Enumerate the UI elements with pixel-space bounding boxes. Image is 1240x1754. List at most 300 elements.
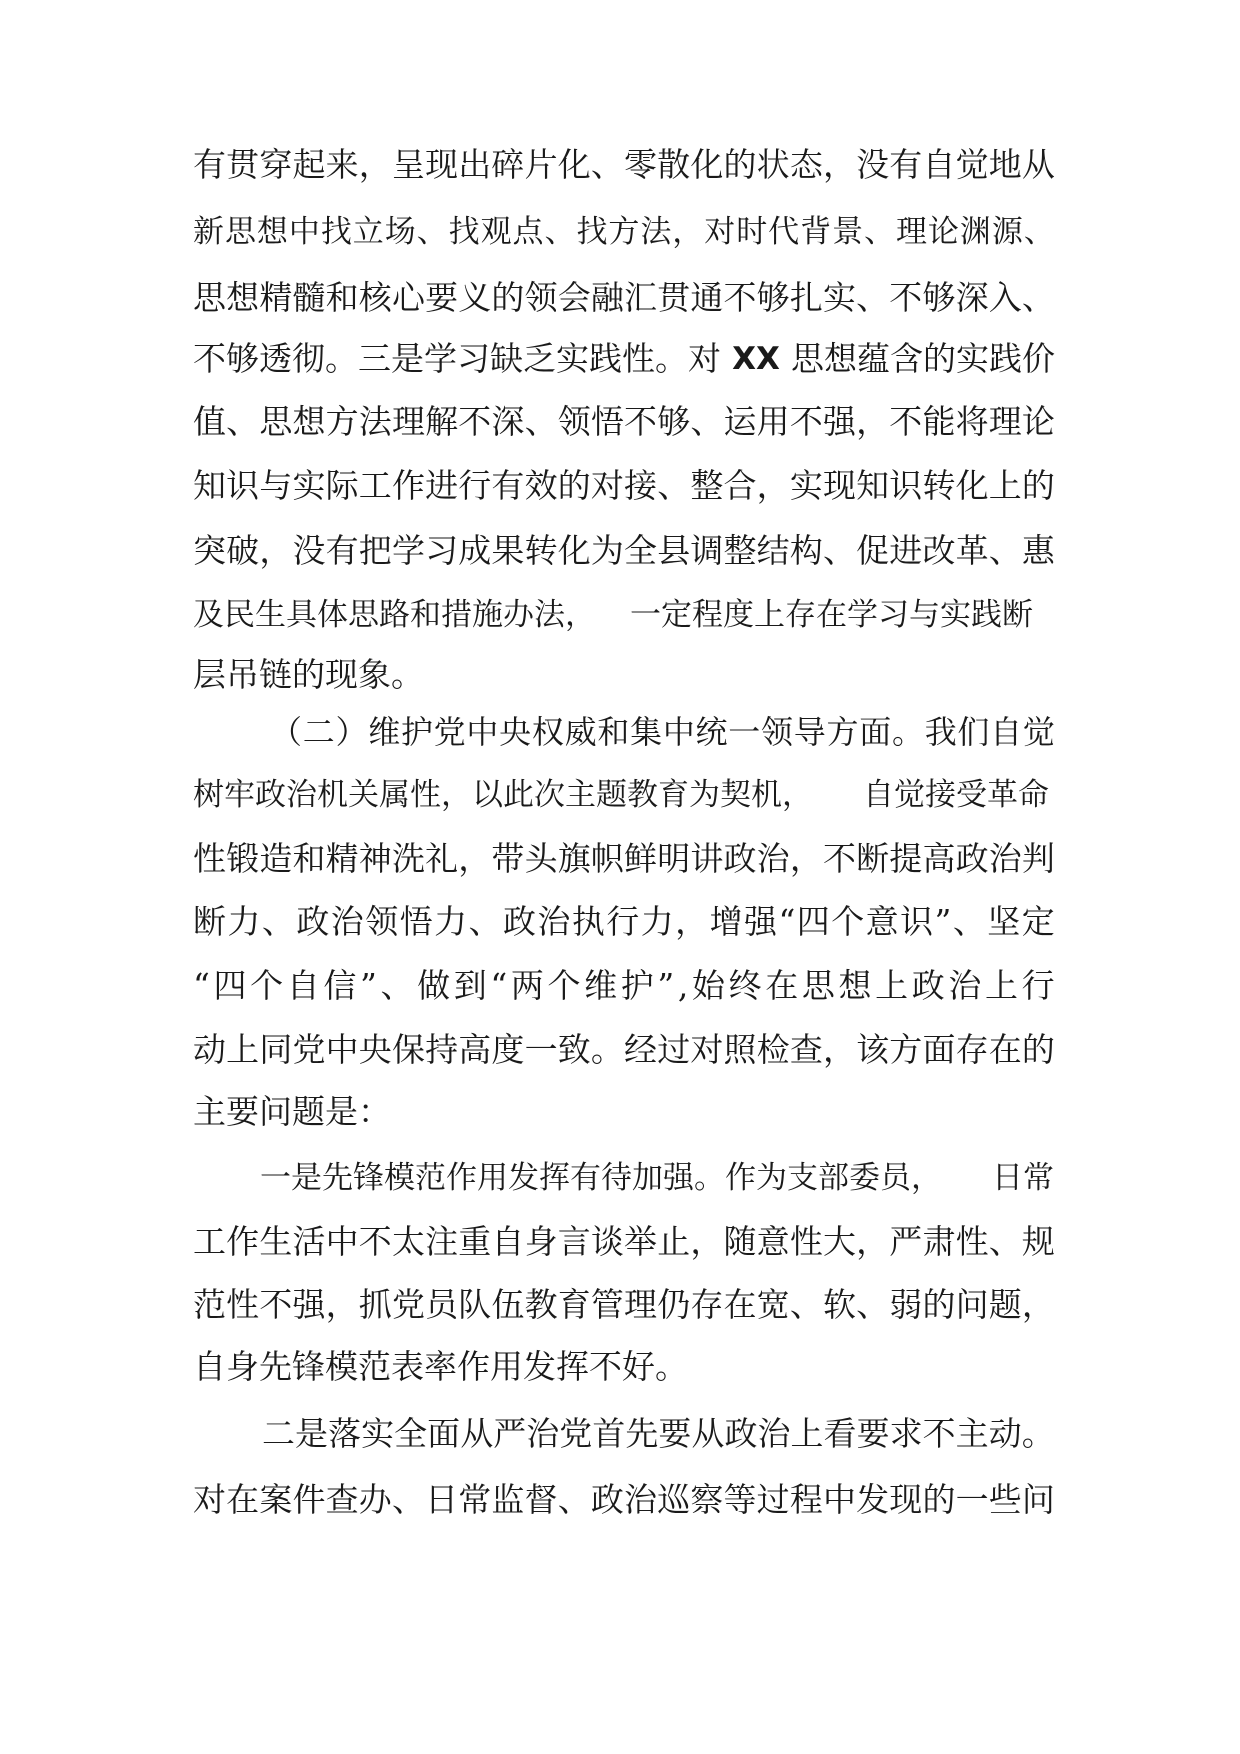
glyph: 、 — [468, 902, 502, 941]
glyph: 、 — [391, 1480, 425, 1519]
glyph: 随 — [723, 1222, 757, 1261]
glyph: 治 — [330, 902, 364, 941]
glyph: 巡 — [657, 1480, 691, 1519]
glyph: 理 — [391, 402, 425, 441]
glyph: 发 — [856, 1480, 890, 1519]
glyph: 方 — [889, 1030, 923, 1069]
glyph: 不 — [624, 402, 658, 441]
glyph: 论 — [927, 214, 959, 250]
body-line-6 — [193, 454, 1055, 518]
glyph: 对 — [590, 466, 624, 505]
glyph: 有 — [325, 531, 359, 570]
glyph: 的 — [723, 145, 757, 184]
glyph: 止 — [657, 1222, 691, 1261]
glyph: 果 — [491, 531, 525, 570]
glyph: 监 — [491, 1480, 525, 1519]
glyph: 论 — [1021, 402, 1055, 441]
glyph: 弱 — [889, 1285, 923, 1324]
glyph: 精 — [259, 278, 293, 317]
glyph: 队 — [458, 1285, 492, 1324]
glyph: 惠 — [1021, 531, 1055, 570]
glyph: ” — [934, 902, 952, 941]
glyph: 起 — [292, 145, 326, 184]
glyph: 知 — [856, 466, 890, 505]
glyph: 四 — [796, 902, 830, 941]
glyph: 改 — [922, 531, 956, 570]
glyph: 、 — [416, 214, 448, 250]
glyph: 面 — [427, 1414, 461, 1453]
glyph: 、 — [822, 531, 856, 570]
glyph: 整 — [690, 466, 724, 505]
glyph: 神 — [358, 839, 392, 878]
glyph: 立 — [352, 214, 384, 250]
glyph: 的 — [1021, 1030, 1055, 1069]
glyph: 领 — [557, 402, 591, 441]
glyph: 治 — [948, 966, 982, 1005]
glyph: 治 — [624, 1480, 658, 1519]
glyph: 碎 — [491, 145, 525, 184]
glyph: 值 — [193, 402, 226, 441]
body-line-8 — [193, 583, 1055, 647]
glyph: 觉 — [955, 145, 989, 184]
glyph: 散 — [657, 145, 691, 184]
glyph: 明 — [657, 839, 691, 878]
glyph: 要 — [425, 278, 459, 317]
glyph: 、 — [864, 214, 896, 250]
glyph: 查 — [789, 1030, 823, 1069]
glyph: 持 — [425, 1030, 459, 1069]
glyph: 存 — [955, 1030, 989, 1069]
glyph: 个 — [831, 902, 865, 941]
glyph: 二 — [262, 1414, 295, 1453]
glyph: 行 — [1021, 966, 1055, 1005]
glyph: 义 — [458, 278, 492, 317]
glyph: 想 — [292, 402, 326, 441]
glyph: 、 — [856, 1285, 890, 1324]
glyph: 力 — [227, 902, 261, 941]
glyph: , — [677, 966, 689, 1005]
glyph: 过 — [756, 1480, 790, 1519]
glyph: 举 — [624, 1222, 658, 1261]
glyph: 题 — [988, 1285, 1022, 1324]
glyph: 注 — [425, 1222, 459, 1261]
glyph: 问 — [1021, 1480, 1055, 1519]
glyph: 破 — [226, 531, 260, 570]
glyph: 理 — [895, 214, 927, 250]
glyph: ， — [856, 402, 890, 441]
glyph: 的 — [491, 278, 525, 317]
body-line-19 — [193, 1273, 1055, 1337]
glyph: 力 — [640, 902, 674, 941]
body-line-20 — [193, 1335, 1055, 1399]
glyph: 政 — [955, 839, 989, 878]
glyph: 领 — [524, 278, 558, 317]
glyph: 从 — [1021, 145, 1055, 184]
glyph: ， — [259, 531, 293, 570]
glyph: 政 — [911, 966, 945, 1005]
glyph: ” — [657, 966, 675, 1005]
glyph: 中 — [662, 713, 695, 751]
glyph: 现 — [822, 466, 856, 505]
glyph: 习 — [425, 531, 459, 570]
glyph: 软 — [822, 1285, 856, 1324]
glyph: 精 — [325, 839, 359, 878]
glyph: 党 — [559, 1414, 593, 1453]
glyph: 代 — [768, 214, 800, 250]
glyph: 现 — [425, 145, 459, 184]
glyph: 观 — [480, 214, 512, 250]
glyph: 呈 — [391, 145, 425, 184]
glyph: 够 — [922, 278, 956, 317]
glyph: 不 — [358, 1222, 392, 1261]
glyph: 时 — [736, 214, 768, 250]
glyph: 片 — [524, 145, 558, 184]
glyph: ， — [822, 145, 856, 184]
glyph: 态 — [789, 145, 823, 184]
glyph: 身 — [524, 1222, 558, 1261]
glyph: 个 — [547, 966, 581, 1005]
glyph: 力 — [434, 902, 468, 941]
glyph: 对 — [704, 214, 736, 250]
glyph: 规 — [1021, 1222, 1055, 1261]
glyph: 治 — [757, 1414, 791, 1453]
glyph: 化 — [557, 531, 591, 570]
glyph: 断 — [856, 839, 890, 878]
glyph: 导 — [793, 713, 826, 751]
glyph: 致 — [557, 1030, 591, 1069]
glyph: ， — [789, 839, 823, 878]
glyph: 常 — [458, 1480, 492, 1519]
glyph: 和 — [292, 839, 326, 878]
line-text: 一定程度上存在学习与实践断 — [630, 597, 1033, 633]
glyph: 我 — [924, 713, 957, 751]
glyph: 言 — [557, 1222, 591, 1261]
glyph: 进 — [889, 531, 923, 570]
glyph: 强 — [744, 902, 777, 941]
glyph: 来 — [325, 145, 359, 184]
glyph: 革 — [955, 531, 989, 570]
glyph: 礼 — [425, 839, 459, 878]
glyph: 够 — [657, 402, 691, 441]
glyph: 地 — [988, 145, 1022, 184]
glyph: 与 — [259, 466, 293, 505]
glyph: 强 — [822, 402, 856, 441]
glyph: 员 — [425, 1285, 459, 1324]
glyph: 权 — [531, 713, 564, 751]
glyph: 、 — [544, 214, 576, 250]
line-text: 自身先锋模范表率作用发挥不好。 — [193, 1347, 688, 1386]
glyph: 汇 — [624, 278, 658, 317]
glyph: 政 — [724, 1414, 758, 1453]
glyph: 解 — [425, 402, 459, 441]
glyph: 中 — [325, 1222, 359, 1261]
glyph: 管 — [590, 1285, 624, 1324]
glyph: 实 — [822, 278, 856, 317]
glyph: 没 — [856, 145, 890, 184]
line-text: 层吊链的现象。 — [193, 655, 424, 694]
glyph: 化 — [690, 145, 724, 184]
line-text: 日常 — [992, 1160, 1054, 1196]
glyph: 政 — [502, 902, 536, 941]
body-line-22 — [193, 1468, 1055, 1532]
glyph: 融 — [590, 278, 624, 317]
glyph: 实 — [292, 466, 326, 505]
body-line-13 — [193, 890, 1055, 954]
body-line-5 — [193, 390, 1055, 454]
glyph: 找 — [576, 214, 608, 250]
glyph: 有 — [491, 466, 525, 505]
glyph: 不 — [889, 278, 923, 317]
glyph: 找 — [320, 214, 352, 250]
glyph: 想 — [256, 214, 288, 250]
glyph: 思 — [224, 214, 256, 250]
glyph: 找 — [448, 214, 480, 250]
line-text: 自觉接受革命 — [863, 777, 1049, 813]
glyph: 护 — [620, 966, 654, 1005]
glyph: 、 — [380, 966, 414, 1005]
glyph: 整 — [723, 531, 757, 570]
glyph: 、 — [261, 902, 295, 941]
glyph: 在 — [226, 1480, 260, 1519]
glyph: “ — [778, 902, 796, 941]
glyph: 伍 — [491, 1285, 525, 1324]
glyph: 治 — [537, 902, 571, 941]
glyph: 动 — [193, 1030, 226, 1069]
glyph: 治 — [756, 839, 790, 878]
glyph: 照 — [723, 1030, 757, 1069]
glyph: 性 — [193, 839, 226, 878]
glyph: 强 — [292, 1285, 326, 1324]
glyph: 觉 — [1022, 713, 1055, 751]
glyph: 到 — [453, 966, 487, 1005]
glyph: 思 — [193, 278, 226, 317]
glyph: 领 — [365, 902, 399, 941]
glyph: 转 — [524, 531, 558, 570]
glyph: 扎 — [789, 278, 823, 317]
glyph: 在 — [723, 1285, 757, 1324]
glyph: 落 — [328, 1414, 362, 1453]
glyph: 有 — [193, 145, 226, 184]
glyph: 讲 — [690, 839, 724, 878]
glyph: 县 — [657, 531, 691, 570]
glyph: 上 — [226, 1030, 260, 1069]
glyph: 严 — [493, 1414, 527, 1453]
glyph: 点 — [512, 214, 544, 250]
glyph: 深 — [955, 278, 989, 317]
glyph: 性 — [789, 1222, 823, 1261]
glyph: 过 — [657, 1030, 691, 1069]
glyph: 现 — [889, 1480, 923, 1519]
glyph: 提 — [889, 839, 923, 878]
glyph: 领 — [761, 713, 794, 751]
glyph: 。 — [590, 1030, 624, 1069]
glyph: 件 — [292, 1480, 326, 1519]
glyph: 帜 — [590, 839, 624, 878]
glyph: 育 — [557, 1285, 591, 1324]
glyph: 维 — [368, 713, 401, 751]
glyph: 督 — [524, 1480, 558, 1519]
glyph: 的 — [557, 466, 591, 505]
glyph: 。 — [891, 713, 924, 751]
glyph: ， — [325, 1285, 359, 1324]
glyph: 范 — [193, 1285, 226, 1324]
glyph: 。 — [1021, 1414, 1055, 1453]
glyph: 够 — [756, 278, 790, 317]
glyph: 要 — [658, 1414, 692, 1453]
glyph: 仍 — [657, 1285, 691, 1324]
glyph: 不 — [889, 402, 923, 441]
line-text: 主要问题是： — [193, 1092, 391, 1131]
glyph: 将 — [955, 402, 989, 441]
line-text: 不够透彻。三是学习缺乏实践性。对 — [193, 339, 721, 378]
glyph: 一 — [728, 713, 761, 751]
glyph: 、 — [952, 902, 986, 941]
glyph: 髓 — [292, 278, 326, 317]
glyph: 想 — [838, 966, 872, 1005]
glyph: 从 — [460, 1414, 494, 1453]
glyph: 先 — [625, 1414, 659, 1453]
glyph: 想 — [226, 278, 260, 317]
glyph: 日 — [425, 1480, 459, 1519]
glyph: 是 — [295, 1414, 329, 1453]
glyph: 一 — [955, 1480, 989, 1519]
glyph: 和 — [597, 713, 630, 751]
glyph: 意 — [756, 1222, 790, 1261]
glyph: 不 — [723, 278, 757, 317]
glyph: ， — [756, 466, 790, 505]
glyph: 零 — [624, 145, 658, 184]
glyph: 办 — [358, 1480, 392, 1519]
glyph: 上 — [985, 966, 1018, 1005]
glyph: ， — [856, 1222, 890, 1261]
glyph: 央 — [358, 1030, 392, 1069]
glyph: 核 — [358, 278, 392, 317]
glyph: 景 — [832, 214, 864, 250]
glyph: “ — [490, 966, 508, 1005]
glyph: 际 — [325, 466, 359, 505]
glyph: 自 — [286, 966, 320, 1005]
glyph: 些 — [988, 1480, 1022, 1519]
glyph: 没 — [292, 531, 326, 570]
glyph: 定 — [1021, 902, 1055, 941]
glyph: 促 — [856, 531, 890, 570]
glyph: 出 — [458, 145, 492, 184]
placeholder-xx: XX — [732, 341, 780, 377]
glyph: 用 — [756, 402, 790, 441]
glyph: 识 — [226, 466, 260, 505]
glyph: 法 — [640, 214, 672, 250]
glyph: 突 — [193, 531, 226, 570]
glyph: 首 — [592, 1414, 626, 1453]
glyph: 的 — [922, 1285, 956, 1324]
glyph: 做 — [417, 966, 451, 1005]
glyph: 接 — [624, 466, 658, 505]
glyph: ， — [822, 1030, 856, 1069]
glyph: 成 — [458, 531, 492, 570]
glyph: 一 — [524, 1030, 558, 1069]
glyph: 新 — [193, 214, 224, 250]
glyph: 化 — [955, 466, 989, 505]
glyph: 对 — [193, 1480, 226, 1519]
glyph: 在 — [765, 966, 799, 1005]
glyph: 、 — [226, 402, 260, 441]
glyph: 不 — [789, 402, 823, 441]
body-line-12 — [193, 827, 1055, 891]
glyph: 不 — [259, 1285, 293, 1324]
glyph: 对 — [690, 1030, 724, 1069]
glyph: 太 — [391, 1222, 425, 1261]
glyph: ， — [690, 1222, 724, 1261]
glyph: 法 — [358, 402, 392, 441]
glyph: 作 — [391, 466, 425, 505]
glyph: 断 — [193, 902, 226, 941]
glyph: 为 — [590, 531, 624, 570]
glyph: 坚 — [987, 902, 1021, 941]
glyph: 案 — [259, 1480, 293, 1519]
glyph: 不 — [458, 402, 492, 441]
body-line-18 — [193, 1210, 1055, 1274]
glyph: 大 — [822, 1222, 856, 1261]
glyph: 带 — [491, 839, 525, 878]
glyph: ， — [1021, 1285, 1055, 1324]
glyph: 理 — [624, 1285, 658, 1324]
glyph: ， — [458, 839, 492, 878]
glyph: 、 — [1023, 214, 1055, 250]
glyph: 信 — [323, 966, 357, 1005]
glyph: 贯 — [226, 145, 260, 184]
body-line-15 — [193, 1018, 1055, 1082]
glyph: 行 — [606, 902, 640, 941]
glyph: 党 — [391, 1285, 425, 1324]
glyph: 理 — [988, 402, 1022, 441]
glyph: 运 — [723, 402, 757, 441]
glyph: 集 — [630, 713, 663, 751]
body-line-16 — [193, 1080, 1055, 1144]
glyph: 肃 — [922, 1222, 956, 1261]
glyph: 在 — [988, 1030, 1022, 1069]
glyph: 思 — [259, 402, 293, 441]
glyph: 、 — [690, 402, 724, 441]
glyph: 查 — [325, 1480, 359, 1519]
glyph: 党 — [433, 713, 466, 751]
glyph: 面 — [859, 713, 892, 751]
glyph: 重 — [458, 1222, 492, 1261]
glyph: 威 — [564, 713, 597, 751]
glyph: 二 — [302, 713, 335, 751]
glyph: 治 — [526, 1414, 560, 1453]
glyph: 工 — [193, 1222, 226, 1261]
glyph: 悟 — [399, 902, 433, 941]
glyph: 方 — [826, 713, 859, 751]
glyph: 性 — [955, 1222, 989, 1261]
glyph: 方 — [608, 214, 640, 250]
glyph: ） — [335, 713, 368, 751]
glyph: 生 — [259, 1222, 293, 1261]
line-text: 一是先锋模范作用发挥有待加强。作为支部委员， — [260, 1160, 942, 1196]
glyph: 意 — [865, 902, 899, 941]
glyph: 增 — [709, 902, 743, 941]
glyph: 会 — [557, 278, 591, 317]
glyph: 结 — [756, 531, 790, 570]
glyph: 治 — [988, 839, 1022, 878]
glyph: 主 — [955, 1414, 989, 1453]
glyph: 自 — [922, 145, 956, 184]
glyph: 、 — [590, 145, 624, 184]
glyph: （ — [270, 713, 303, 751]
glyph: 程 — [789, 1480, 823, 1519]
glyph: 看 — [823, 1414, 857, 1453]
glyph: 贯 — [657, 278, 691, 317]
